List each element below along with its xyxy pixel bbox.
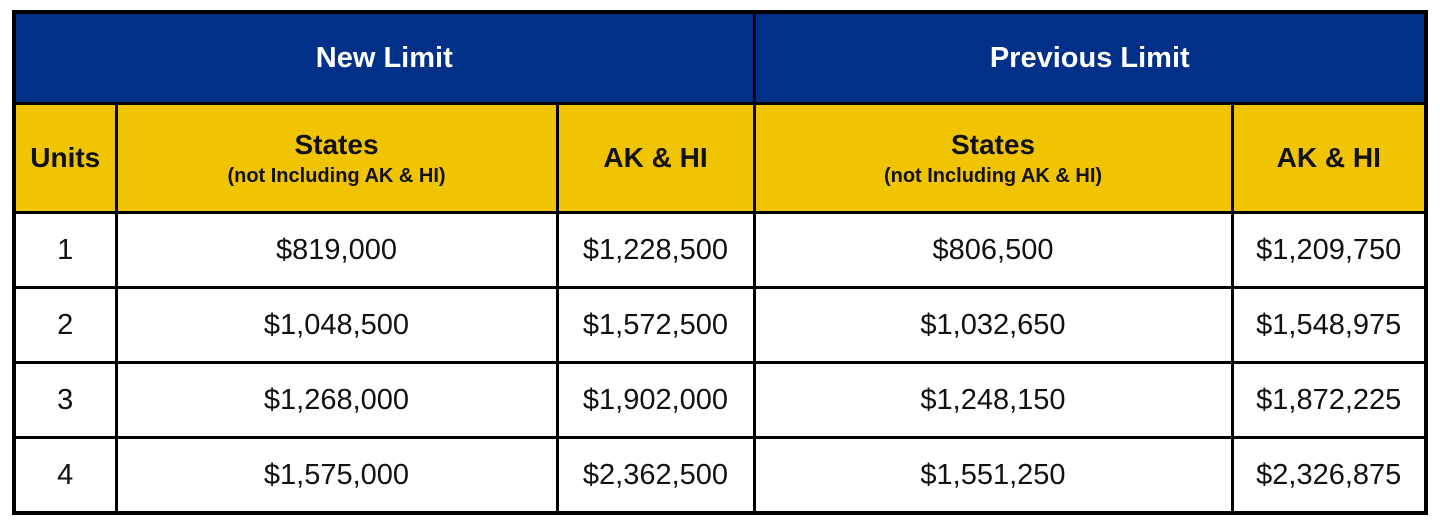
new-states-cell: $1,268,000	[116, 363, 557, 438]
states-note: (not Including AK & HI)	[227, 164, 446, 187]
new-akhi-header: AK & HI	[557, 104, 754, 213]
prev-akhi-cell: $1,872,225	[1232, 363, 1426, 438]
loan-limits-table	[12, 10, 1428, 515]
new-akhi-cell: $1,572,500	[557, 288, 754, 363]
table-row	[14, 288, 1426, 363]
units-cell: 3	[14, 363, 116, 438]
previous-limit-header: Previous Limit	[754, 12, 1426, 104]
units-cell: 2	[14, 288, 116, 363]
new-states-cell: $1,575,000	[116, 438, 557, 514]
prev-akhi-header: AK & HI	[1232, 104, 1426, 213]
prev-akhi-cell: $1,209,750	[1232, 213, 1426, 288]
new-akhi-cell: $2,362,500	[557, 438, 754, 514]
table-row	[14, 213, 1426, 288]
states-label: States	[294, 128, 379, 160]
prev-states-cell: $1,248,150	[754, 363, 1232, 438]
new-limit-header: New Limit	[14, 12, 754, 104]
new-akhi-cell: $1,228,500	[557, 213, 754, 288]
prev-states-cell: $1,032,650	[754, 288, 1232, 363]
states-note: (not Including AK & HI)	[883, 164, 1103, 187]
prev-states-header	[754, 104, 1232, 213]
prev-akhi-cell: $2,326,875	[1232, 438, 1426, 514]
new-states-cell: $819,000	[116, 213, 557, 288]
prev-states-cell: $1,551,250	[754, 438, 1232, 514]
prev-akhi-cell: $1,548,975	[1232, 288, 1426, 363]
prev-states-cell: $806,500	[754, 213, 1232, 288]
units-cell: 4	[14, 438, 116, 514]
new-states-header	[116, 104, 557, 213]
group-header-row	[14, 12, 1426, 104]
table-row	[14, 363, 1426, 438]
new-akhi-cell: $1,902,000	[557, 363, 754, 438]
units-header: Units	[14, 104, 116, 213]
states-label: States	[950, 128, 1036, 160]
column-header-row	[14, 104, 1426, 213]
units-cell: 1	[14, 213, 116, 288]
table-row	[14, 438, 1426, 514]
new-states-cell: $1,048,500	[116, 288, 557, 363]
